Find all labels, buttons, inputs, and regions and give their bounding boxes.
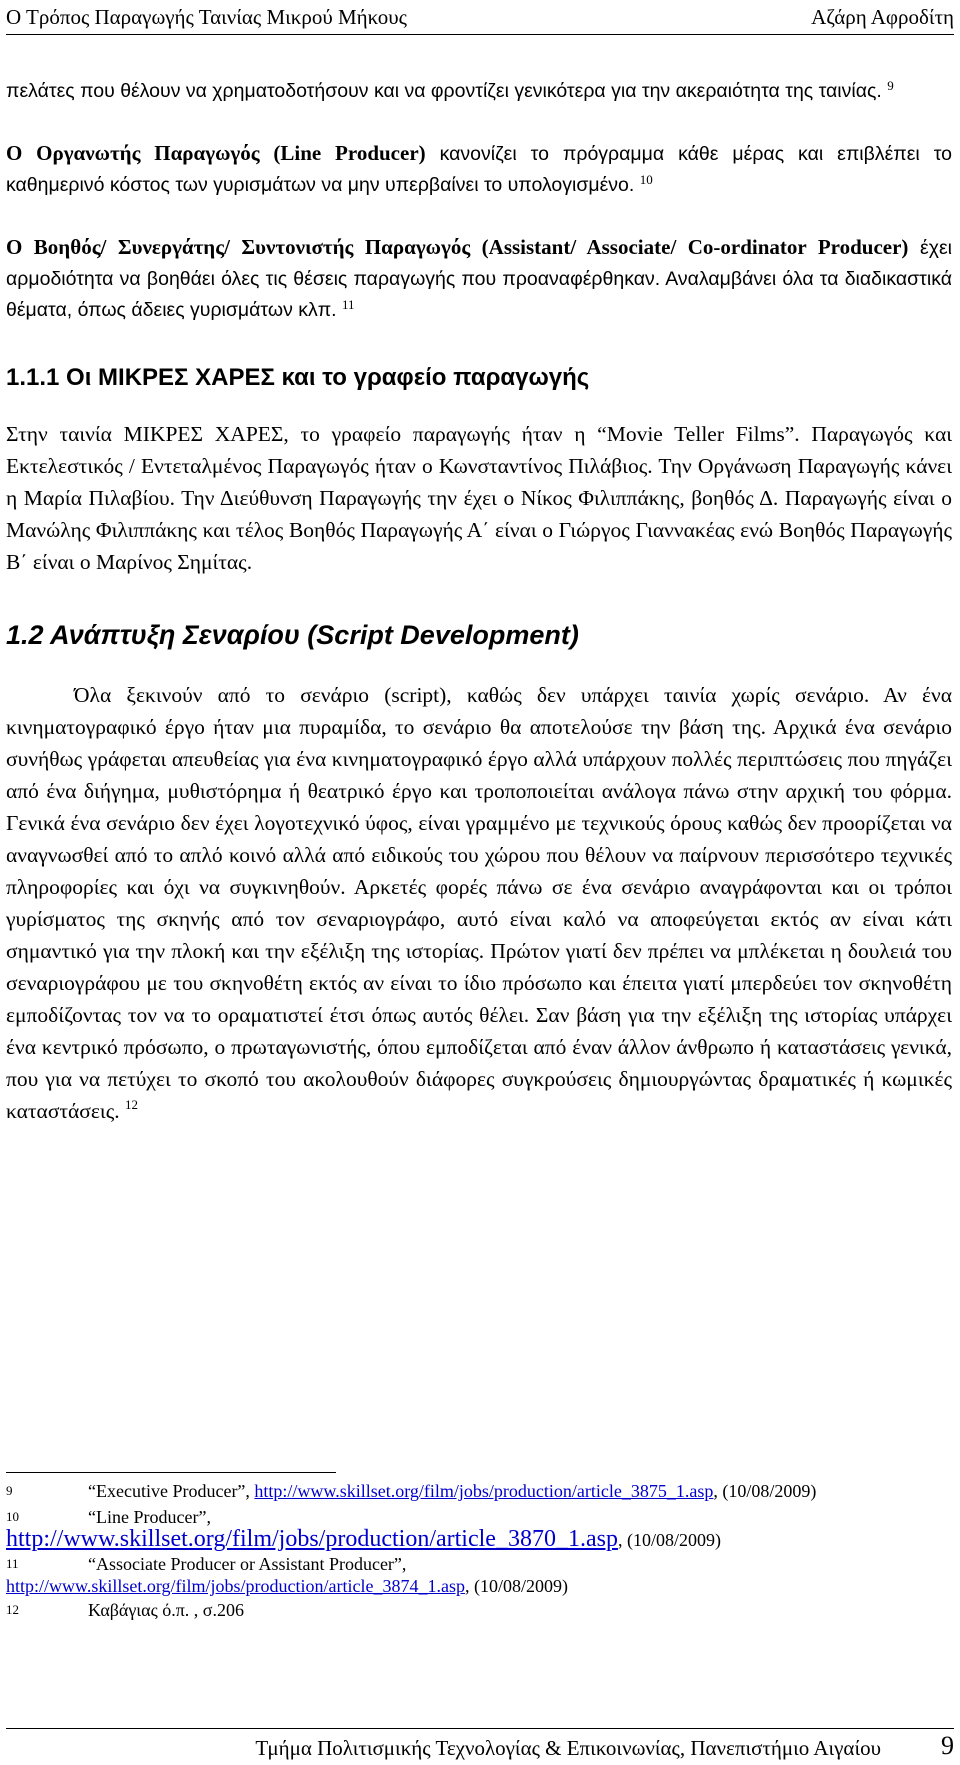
- header-author: Αζάρη Αφροδίτη: [811, 4, 954, 29]
- paragraph-assistant-producer-text: έχει αρμοδιότητα να βοηθάει όλες τις θέσεις παραγωγής που προαναφέρθηκαν. Αναλαμβάνει όλα τα διαδικαστικά θέματα, όπως άδειες γυρισμάτων κλπ.: [6, 237, 952, 321]
- footnote-title: “Associate Producer or Assistant Producer”,: [88, 1554, 407, 1574]
- section-heading-1-2: 1.2 Ανάπτυξη Σεναρίου (Script Development): [6, 620, 579, 650]
- footnote-ref-12[interactable]: 12: [124, 1097, 138, 1112]
- footnote-title: “Line Producer”,: [88, 1507, 211, 1527]
- footnote-9-link[interactable]: http://www.skillset.org/film/jobs/production/article_3875_1.asp: [254, 1481, 714, 1501]
- footer-institution: Τμήμα Πολιτισμικής Τεχνολογίας & Επικοινωνίας, Πανεπιστήμιο Αιγαίου: [255, 1736, 881, 1760]
- footnote-date: , (10/08/2009): [617, 1530, 721, 1550]
- running-header: [6, 0, 954, 35]
- running-footer: [6, 1728, 954, 1761]
- footnote-ref-9[interactable]: 9: [887, 78, 894, 93]
- footnote-number: 9: [6, 1483, 13, 1498]
- footnotes: [6, 1480, 952, 1621]
- footnote-ref-10[interactable]: 10: [639, 172, 653, 187]
- footnote-10: [6, 1506, 952, 1551]
- body-content: [6, 76, 952, 1127]
- section-1-2-text: Όλα ξεκινούν από το σενάριο (script), καθώς δεν υπάρχει ταινία χωρίς σενάριο. Αν ένα κινηματογραφικό έργο ήταν μια πυραμίδα, το σενάριο θα αποτελούσε την βάση της. Αρχικά ένα σενάριο συνήθως γράφεται απευθείας για ένα κινηματογραφικό έργο αλλά υπάρχουν πολλές περιπτώσεις που πηγάζει από ένα διήγημα, μυθιστόρημα ή θεατρικό έργο και τροποποιείται ανάλογα πάνω στην αρχική του φόρμα. Γενικά ένα σενάριο δεν έχει λογοτεχνικό ύφος, είναι γραμμένο με τεχνικούς όρους καθώς δεν προορίζεται να αναγνωσθεί από το απλό κοινό αλλά από ειδικούς του χώρου που θέλουν να παίρνουν περισσότερο τεχνικές πληροφορίες και όχι να συγκινηθούν. Αρκετές φορές πάνω σε ένα σενάριο αναγράφονται και οι τρόποι γυρίσματος της σκηνής από τον σεναριογράφο, αυτό είναι καλό να αποφεύγεται εκτός αν είναι κάτι σημαντικό για την πλοκή και την εξέλιξη της ιστορίας. Πρώτον γιατί δεν πρέπει να μπλέκεται η δουλειά του σεναριογράφου με του σκηνοθέτη εκτός αν είναι το ίδιο πρόσωπο και έπειτα γιατί μπερδεύει τον σκηνοθέτη εμποδίζοντας τον να το οραματιστεί έτσι όπως αυτός θέλει. Σαν βάση για την εξέλιξη της ιστορίας υπάρχει ένα κεντρικό πρόσωπο, ο πρωταγωνιστής, όπου εμποδίζεται από έναν άλλον άνθρωπο ή καταστάσεις γενικά, που για να πετύχει το σκοπό του ακολουθούν διάφορες συγκρούσεις δημιουργώντας δραματικές ή κωμικές καταστάσεις.: [6, 683, 952, 1123]
- term-line-producer: Ο Οργανωτής Παραγωγός (Line Producer): [6, 141, 426, 165]
- section-1-2-paragraph: [6, 679, 952, 1127]
- paragraph-1-text: πελάτες που θέλουν να χρηματοδοτήσουν και να φροντίζει γενικότερα για την ακεραιότητα της ταινίας.: [6, 80, 882, 102]
- paragraph-line-producer: [6, 138, 952, 201]
- page-number: 9: [941, 1731, 954, 1760]
- footnote-9: [6, 1480, 952, 1502]
- footnote-title: Καβάγιας ό.π. , σ.206: [88, 1600, 244, 1620]
- footnote-number: 10: [6, 1509, 19, 1524]
- footnote-separator: [6, 1472, 336, 1473]
- term-assistant-producer: Ο Βοηθός/ Συνεργάτης/ Συντονιστής Παραγωγός (Assistant/ Associate/ Co-ordinator Producer): [6, 235, 909, 259]
- footnote-number: 11: [6, 1556, 19, 1571]
- footnote-11-link[interactable]: http://www.skillset.org/film/jobs/production/article_3874_1.asp: [6, 1576, 465, 1596]
- paragraph-assistant-producer: [6, 232, 952, 326]
- footnote-number: 12: [6, 1602, 19, 1617]
- footnote-date: , (10/08/2009): [713, 1481, 817, 1501]
- footnote-ref-11[interactable]: 11: [342, 297, 355, 312]
- section-heading-1-1-1: 1.1.1 Οι ΜΙΚΡΕΣ ΧΑΡΕΣ και το γραφείο παραγωγής: [6, 364, 590, 391]
- footnote-10-link[interactable]: http://www.skillset.org/film/jobs/production/article_3870_1.asp: [6, 1526, 618, 1552]
- footnote-title: “Executive Producer”,: [88, 1481, 255, 1501]
- section-1-1-1-paragraph: Στην ταινία ΜΙΚΡΕΣ ΧΑΡΕΣ, το γραφείο παραγωγής ήταν η “Movie Teller Films”. Παραγωγός και Εκτελεστικός / Εντεταλμένος Παραγωγός ήταν ο Κωνσταντίνος Πιλάβιος. Την Οργάνωση Παραγωγής κάνει η Μαρία Πιλαβίου. Την Διεύθυνση Παραγωγής την έχει ο Νίκος Φιλιππάκης, βοηθός Δ. Παραγωγής είναι ο Μανώλης Φιλιππάκης και τέλος Βοηθός Παραγωγής Α΄ είναι ο Γιώργος Γιαννακέας ενώ Βοηθός Παραγωγής Β΄ είναι ο Μαρίνος Σημίτας.: [6, 422, 952, 574]
- paragraph-1: [6, 76, 952, 107]
- footnote-12: [6, 1599, 952, 1621]
- paragraph-line-producer-text: κανονίζει το πρόγραμμα κάθε μέρας και επιβλέπει το καθημερινό κόστος των γυρισμάτων να μην υπερβαίνει το υπολογισμένο.: [6, 143, 952, 196]
- header-title: Ο Τρόπος Παραγωγής Ταινίας Μικρού Μήκους: [6, 4, 407, 29]
- footnote-11: [6, 1553, 952, 1597]
- footnote-date: , (10/08/2009): [464, 1576, 568, 1596]
